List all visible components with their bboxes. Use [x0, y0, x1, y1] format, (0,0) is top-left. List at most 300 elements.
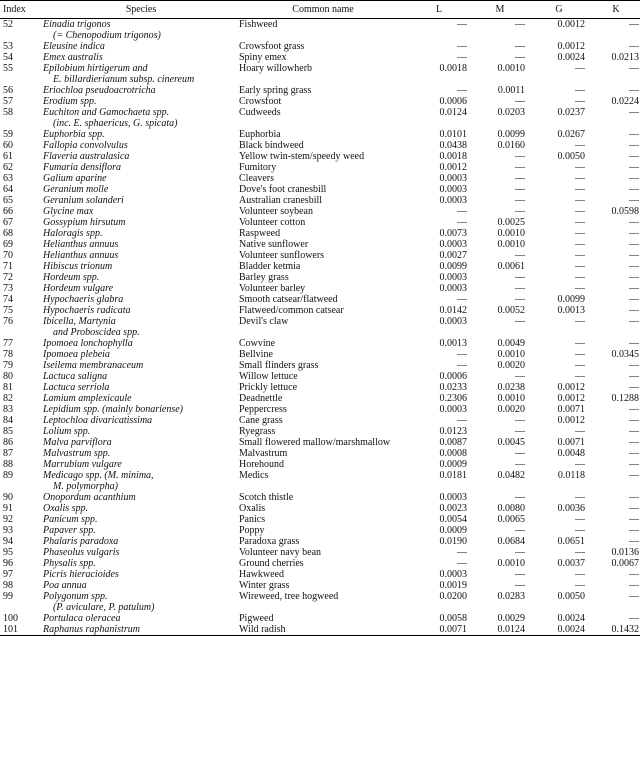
row-value-g: —	[575, 261, 585, 272]
row-common-name: Volunteer navy bean	[239, 547, 322, 558]
row-value-m: 0.0010	[497, 393, 525, 404]
species-line: Helianthus annuus	[43, 250, 119, 261]
row-index: 52	[3, 19, 13, 30]
row-value-m: —	[515, 371, 525, 382]
species-line: Phaseolus vulgaris	[43, 547, 120, 558]
row-common-name: Paradoxa grass	[239, 536, 300, 547]
row-value-k: 0.0136	[611, 547, 639, 558]
table-row	[0, 151, 640, 162]
species-line: Flaveria australasica	[43, 151, 130, 162]
row-value-l: 0.0142	[439, 305, 467, 316]
row-species	[43, 129, 239, 140]
row-value-l: 0.0006	[439, 96, 467, 107]
table-row	[0, 195, 640, 206]
row-value-g: —	[575, 85, 585, 96]
table-row	[0, 316, 640, 338]
row-species	[43, 448, 239, 459]
row-common-name: Small flinders grass	[239, 360, 319, 371]
row-common-name: Horehound	[239, 459, 284, 470]
row-value-g: —	[575, 217, 585, 228]
table-row	[0, 129, 640, 140]
header-m: M	[471, 1, 529, 19]
row-common-name: Wild radish	[239, 624, 407, 636]
row-common-name: Euphorbia	[239, 129, 281, 140]
table-row	[0, 470, 640, 492]
species-line-continued: and Proboscidea spp.	[53, 327, 140, 338]
row-common-name: Fishweed	[239, 19, 278, 30]
species-line: Hordeum spp.	[43, 272, 100, 283]
row-value-m: 0.0020	[497, 360, 525, 371]
row-value-g: —	[575, 206, 585, 217]
species-line-continued: (P. aviculare, P. patulum)	[53, 602, 155, 613]
species-line: Lamium amplexicaule	[43, 393, 132, 404]
table-row	[0, 448, 640, 459]
table-row	[0, 415, 640, 426]
species-line-continued: (= Chenopodium trigonos)	[53, 30, 161, 41]
row-value-k: —	[629, 415, 639, 426]
row-value-m: —	[515, 184, 525, 195]
row-common-name: Ryegrass	[239, 426, 276, 437]
row-index: 89	[3, 470, 13, 481]
species-line: Fallopia convolvulus	[43, 140, 128, 151]
row-value-l: —	[457, 41, 467, 52]
row-value-g: 0.0024	[557, 52, 585, 63]
table-row	[0, 404, 640, 415]
table-row	[0, 107, 640, 129]
row-common-name: Early spring grass	[239, 85, 312, 96]
row-index: 97	[3, 569, 13, 580]
row-value-l: —	[457, 415, 467, 426]
table-row	[0, 85, 640, 96]
row-species	[43, 206, 239, 217]
table-header-row	[0, 1, 640, 19]
row-species	[43, 63, 239, 85]
row-species	[43, 525, 239, 536]
row-value-m: 0.0025	[497, 217, 525, 228]
row-species	[43, 261, 239, 272]
species-line: Euchiton and Gamochaeta spp.	[43, 107, 170, 118]
row-value-m: —	[515, 283, 525, 294]
row-value-l: 0.0003	[439, 316, 467, 327]
row-value-l: 0.0008	[439, 448, 467, 459]
row-value-k: —	[629, 437, 639, 448]
row-common-name: Cowvine	[239, 338, 276, 349]
row-index: 77	[3, 338, 13, 349]
row-common-name: Poppy	[239, 525, 265, 536]
row-value-l: 0.0003	[439, 239, 467, 250]
row-value-m: 0.0020	[497, 404, 525, 415]
row-common-name: Volunteer sunflowers	[239, 250, 325, 261]
row-value-k: —	[629, 228, 639, 239]
row-common-name: Yellow twin-stem/speedy weed	[239, 151, 365, 162]
row-index: 93	[3, 525, 13, 536]
header-species: Species	[43, 1, 239, 19]
row-species	[43, 338, 239, 349]
row-value-k: —	[629, 613, 639, 624]
row-common-name: Dove's foot cranesbill	[239, 184, 327, 195]
row-value-l: 0.2306	[439, 393, 467, 404]
row-species	[43, 173, 239, 184]
row-value-l: 0.0006	[439, 371, 467, 382]
row-index: 92	[3, 514, 13, 525]
table-row	[0, 580, 640, 591]
row-species	[43, 316, 239, 338]
row-common-name: Crowsfoot	[239, 96, 282, 107]
table-row	[0, 283, 640, 294]
species-line: Lolium spp.	[43, 426, 91, 437]
table-row	[0, 261, 640, 272]
row-value-g: 0.0012	[557, 382, 585, 393]
species-line: Hypochaeris glabra	[43, 294, 124, 305]
row-value-m: —	[515, 272, 525, 283]
row-value-k: —	[629, 283, 639, 294]
row-common-name: Devil's claw	[239, 316, 289, 327]
row-common-name: Pigweed	[239, 613, 274, 624]
row-index: 75	[3, 305, 13, 316]
row-value-m: —	[515, 316, 525, 327]
table-row	[0, 184, 640, 195]
row-value-k: —	[629, 305, 639, 316]
row-species	[43, 470, 239, 492]
row-value-k: —	[629, 316, 639, 327]
species-line: Picris hieracioides	[43, 569, 119, 580]
species-line: Lactuca serriola	[43, 382, 110, 393]
row-common-name: Black bindweed	[239, 140, 304, 151]
species-line: Einadia trigonos	[43, 19, 111, 30]
row-value-l: 0.0087	[439, 437, 467, 448]
row-value-l: 0.0013	[439, 338, 467, 349]
row-index: 73	[3, 283, 13, 294]
species-line: Oxalis spp.	[43, 503, 88, 514]
row-value-m: —	[515, 294, 525, 305]
row-value-m: 0.0049	[497, 338, 525, 349]
row-index: 100	[3, 613, 18, 624]
row-value-l: 0.0018	[439, 151, 467, 162]
row-value-g: 0.0071	[557, 437, 585, 448]
row-value-m: 0.0160	[497, 140, 525, 151]
row-value-l: 0.0181	[439, 470, 467, 481]
row-value-l: 0.0123	[439, 426, 467, 437]
row-value-g: 0.0012	[557, 393, 585, 404]
row-value-g: 0.0024	[529, 624, 589, 636]
row-index: 95	[3, 547, 13, 558]
row-value-l: —	[457, 52, 467, 63]
row-value-g: —	[575, 162, 585, 173]
row-value-m: 0.0283	[497, 591, 525, 602]
row-species	[43, 217, 239, 228]
row-species	[43, 294, 239, 305]
species-line-continued: M. polymorpha)	[53, 481, 118, 492]
table-row	[0, 382, 640, 393]
row-value-g: —	[575, 140, 585, 151]
species-line: Eriochloa pseudoacrotricha	[43, 85, 156, 96]
row-value-l: 0.0099	[439, 261, 467, 272]
row-common-name: Small flowered mallow/marshmallow	[239, 437, 391, 448]
row-index: 63	[3, 173, 13, 184]
row-value-m: —	[515, 415, 525, 426]
row-index: 59	[3, 129, 13, 140]
row-value-m: 0.0010	[497, 349, 525, 360]
row-value-k: —	[629, 569, 639, 580]
species-line: Epilobium hirtigerum and	[43, 63, 148, 74]
row-common-name: Cane grass	[239, 415, 283, 426]
row-species	[43, 624, 239, 636]
species-line: Papaver spp.	[43, 525, 96, 536]
row-value-m: —	[515, 52, 525, 63]
row-value-k: —	[629, 426, 639, 437]
row-value-k: —	[629, 140, 639, 151]
row-common-name: Hawkweed	[239, 569, 284, 580]
row-value-g: —	[575, 272, 585, 283]
row-value-k: —	[629, 63, 639, 74]
row-value-m: 0.0080	[497, 503, 525, 514]
table-row	[0, 294, 640, 305]
header-index: Index	[0, 1, 43, 19]
row-species	[43, 459, 239, 470]
row-value-g: —	[575, 250, 585, 261]
species-line: Phalaris paradoxa	[43, 536, 119, 547]
table-row	[0, 558, 640, 569]
row-value-l: 0.0124	[439, 107, 467, 118]
row-value-k: —	[629, 184, 639, 195]
row-species	[43, 404, 239, 415]
row-value-l: —	[457, 294, 467, 305]
row-species	[43, 536, 239, 547]
species-line: Ibicella, Martynia	[43, 316, 116, 327]
row-value-m: 0.0052	[497, 305, 525, 316]
row-value-k: —	[629, 404, 639, 415]
row-index: 101	[0, 624, 43, 636]
row-value-g: —	[575, 184, 585, 195]
row-value-m: —	[515, 569, 525, 580]
row-value-g: 0.0048	[557, 448, 585, 459]
row-index: 66	[3, 206, 13, 217]
row-value-l: 0.0023	[439, 503, 467, 514]
row-species	[43, 140, 239, 151]
row-species	[43, 195, 239, 206]
row-value-l: 0.0058	[439, 613, 467, 624]
species-line: Hypochaeris radicata	[43, 305, 131, 316]
species-line: Hibiscus trionum	[43, 261, 113, 272]
row-value-g: 0.0024	[557, 613, 585, 624]
row-value-m: —	[515, 41, 525, 52]
row-common-name: Willow lettuce	[239, 371, 298, 382]
species-line: Emex australis	[43, 52, 103, 63]
row-value-k: —	[629, 173, 639, 184]
table-row	[0, 503, 640, 514]
row-value-g: 0.0118	[557, 470, 585, 481]
row-species	[43, 569, 239, 580]
row-value-k: —	[629, 294, 639, 305]
row-index: 61	[3, 151, 13, 162]
row-value-k: —	[629, 19, 639, 30]
row-value-g: 0.0071	[557, 404, 585, 415]
row-species	[43, 426, 239, 437]
row-value-l: 0.0438	[439, 140, 467, 151]
row-value-m: —	[515, 547, 525, 558]
row-value-m: —	[515, 459, 525, 470]
row-species	[43, 371, 239, 382]
row-value-g: —	[575, 195, 585, 206]
species-line: Euphorbia spp.	[43, 129, 105, 140]
table-row	[0, 173, 640, 184]
row-index: 57	[3, 96, 13, 107]
species-line: Geranium solanderi	[43, 195, 124, 206]
row-index: 88	[3, 459, 13, 470]
table-row	[0, 217, 640, 228]
species-line: Portulaca oleracea	[43, 613, 121, 624]
row-value-k: —	[629, 360, 639, 371]
row-species	[43, 591, 239, 613]
row-species	[43, 580, 239, 591]
row-value-l: 0.0003	[439, 195, 467, 206]
row-species	[43, 96, 239, 107]
row-value-g: —	[575, 338, 585, 349]
row-value-g: —	[575, 569, 585, 580]
row-value-k: 0.0598	[611, 206, 639, 217]
row-value-l: —	[457, 217, 467, 228]
row-value-m: —	[515, 162, 525, 173]
row-index: 70	[3, 250, 13, 261]
row-value-g: 0.0267	[557, 129, 585, 140]
row-index: 87	[3, 448, 13, 459]
table-row	[0, 19, 640, 42]
header-l: L	[407, 1, 471, 19]
row-value-m: 0.0482	[497, 470, 525, 481]
row-value-m: 0.0124	[471, 624, 529, 636]
species-line: Fumaria densiflora	[43, 162, 122, 173]
row-common-name: Peppercress	[239, 404, 287, 415]
row-value-l: 0.0003	[439, 492, 467, 503]
row-value-m: —	[515, 151, 525, 162]
species-line: Panicum spp.	[43, 514, 98, 525]
row-value-k: —	[629, 371, 639, 382]
row-value-l: 0.0003	[439, 173, 467, 184]
row-value-l: —	[457, 360, 467, 371]
row-value-k: —	[629, 239, 639, 250]
row-value-m: 0.0238	[497, 382, 525, 393]
row-value-l: 0.0073	[439, 228, 467, 239]
row-value-l: 0.0200	[439, 591, 467, 602]
table-row	[0, 162, 640, 173]
row-index: 54	[3, 52, 13, 63]
species-line: Haloragis spp.	[43, 228, 103, 239]
species-line-continued: E. billardierianum subsp. cinereum	[53, 74, 195, 85]
table-row	[0, 459, 640, 470]
row-value-l: —	[457, 206, 467, 217]
species-line: Malvastrum spp.	[43, 448, 111, 459]
table-row	[0, 492, 640, 503]
row-value-k: —	[629, 250, 639, 261]
row-value-m: —	[515, 426, 525, 437]
table-row	[0, 140, 640, 151]
row-index: 94	[3, 536, 13, 547]
row-value-l: 0.0054	[439, 514, 467, 525]
row-value-k: —	[629, 41, 639, 52]
row-value-l: 0.0071	[407, 624, 471, 636]
row-common-name: Volunteer soybean	[239, 206, 313, 217]
row-common-name: Medics	[239, 470, 269, 481]
row-index: 56	[3, 85, 13, 96]
table-row	[0, 96, 640, 107]
row-common-name: Scotch thistle	[239, 492, 294, 503]
row-index: 91	[3, 503, 13, 514]
row-species	[43, 415, 239, 426]
row-species	[43, 19, 239, 42]
row-index: 74	[3, 294, 13, 305]
row-value-k: —	[629, 580, 639, 591]
row-value-m: —	[515, 173, 525, 184]
row-common-name: Flatweed/common catsear	[239, 305, 344, 316]
row-value-k: —	[629, 195, 639, 206]
row-common-name: Volunteer cotton	[239, 217, 306, 228]
species-line: Raphanus raphanistrum	[43, 624, 140, 635]
row-index: 99	[3, 591, 13, 602]
table-row	[0, 371, 640, 382]
row-species	[43, 393, 239, 404]
row-common-name: Oxalis	[239, 503, 266, 514]
row-common-name: Cudweeds	[239, 107, 281, 118]
row-value-l: 0.0019	[439, 580, 467, 591]
row-value-g: 0.0037	[557, 558, 585, 569]
row-index: 58	[3, 107, 13, 118]
species-line: Medicago spp. (M. minima,	[43, 470, 154, 481]
row-value-m: —	[515, 19, 525, 30]
header-k: K	[589, 1, 640, 19]
row-species	[43, 184, 239, 195]
row-value-m: —	[515, 250, 525, 261]
row-value-l: 0.0018	[439, 63, 467, 74]
species-line: Marrubium vulgare	[43, 459, 122, 470]
row-value-m: 0.0010	[497, 239, 525, 250]
row-index: 64	[3, 184, 13, 195]
row-value-k: —	[629, 459, 639, 470]
row-value-g: 0.0237	[557, 107, 585, 118]
row-index: 53	[3, 41, 13, 52]
row-value-k: —	[629, 129, 639, 140]
row-value-m: —	[515, 206, 525, 217]
header-g: G	[529, 1, 589, 19]
row-index: 96	[3, 558, 13, 569]
row-value-m: 0.0010	[497, 558, 525, 569]
species-line: Ipomoea lonchophylla	[43, 338, 133, 349]
row-value-l: 0.0012	[439, 162, 467, 173]
row-common-name: Crowsfoot grass	[239, 41, 305, 52]
species-line: Geranium molle	[43, 184, 109, 195]
row-value-l: —	[457, 547, 467, 558]
row-value-l: 0.0101	[439, 129, 467, 140]
row-value-m: —	[515, 96, 525, 107]
row-value-k: —	[629, 448, 639, 459]
row-value-m: 0.0203	[497, 107, 525, 118]
row-value-g: —	[575, 360, 585, 371]
row-index: 62	[3, 162, 13, 173]
row-index: 98	[3, 580, 13, 591]
row-index: 72	[3, 272, 13, 283]
row-value-k: —	[629, 591, 639, 602]
table-row	[0, 613, 640, 624]
row-species	[43, 349, 239, 360]
table-row	[0, 437, 640, 448]
row-value-l: 0.0003	[439, 283, 467, 294]
species-line: Polygonum spp.	[43, 591, 108, 602]
row-value-k: —	[629, 272, 639, 283]
row-value-l: —	[457, 85, 467, 96]
species-line: Poa annua	[43, 580, 87, 591]
row-value-l: 0.0009	[439, 459, 467, 470]
row-value-g: 0.0012	[557, 41, 585, 52]
species-line: Galium aparine	[43, 173, 107, 184]
